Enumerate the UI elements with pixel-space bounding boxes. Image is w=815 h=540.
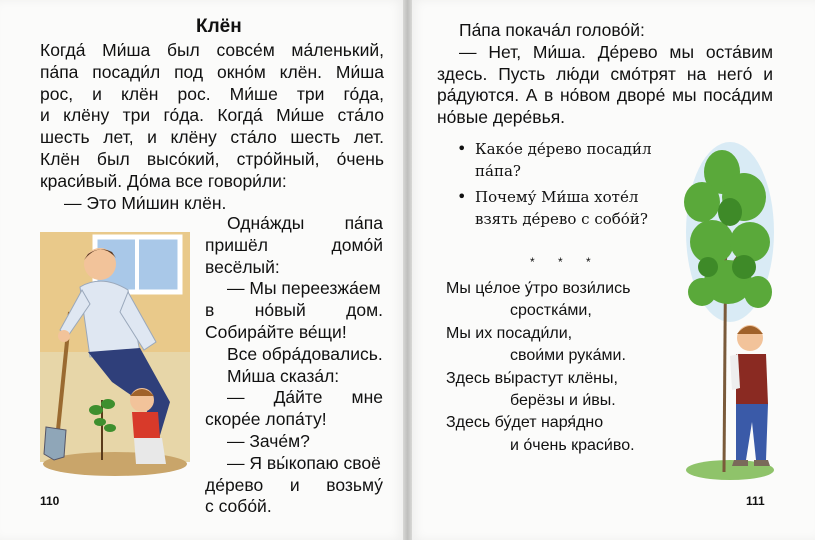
text-line: шесть лет, и клёну ста́ло шесть лет. bbox=[40, 127, 384, 148]
story-paragraph-1 bbox=[40, 40, 384, 214]
illustration-planting bbox=[40, 232, 190, 482]
page-number-right: 111 bbox=[746, 494, 765, 508]
text-line: но́вые дере́вья. bbox=[437, 107, 566, 128]
text-line: ра́дуются. А в но́вом дворе́ мы поса́дим bbox=[437, 85, 773, 106]
text-line: краси́вый. До́ма все говори́ли: bbox=[40, 170, 287, 191]
book-gutter bbox=[403, 0, 412, 540]
text-line: па́па посади́л под окно́м клён. Ми́ша bbox=[40, 61, 384, 82]
poem-line: Здесь бу́дет наря́дно bbox=[446, 414, 604, 432]
poem-line: и о́чень краси́во. bbox=[510, 436, 635, 454]
text-line: — Заче́м? bbox=[227, 430, 310, 451]
text-line: — Это Ми́шин клён. bbox=[64, 192, 227, 213]
text-line: с собо́й. bbox=[205, 496, 272, 517]
page-number-left: 110 bbox=[40, 494, 60, 508]
text-line: де́рево и возьму́ bbox=[205, 474, 383, 495]
poem bbox=[446, 278, 635, 457]
question-item: • Почему́ Ми́ша хоте́л взять де́рево с собо́й? bbox=[457, 186, 657, 230]
poem-line: Здесь вы́растут клёны, bbox=[446, 369, 618, 387]
illustration-boy-with-tree bbox=[682, 142, 777, 482]
text-line: Па́па покача́л голово́й: bbox=[459, 20, 645, 40]
story-title: Клён bbox=[196, 16, 242, 37]
poem-line: Мы их посади́ли, bbox=[446, 324, 573, 342]
text-line: Собира́йте ве́щи! bbox=[205, 321, 347, 342]
question-item: • Како́е де́рево посади́л па́па? bbox=[457, 138, 657, 182]
text-line: Клён был высо́кий, стро́йный, о́чень bbox=[40, 148, 384, 169]
text-line: — Нет, Ми́ша. Де́рево мы оста́вим bbox=[459, 41, 773, 62]
text-line: рос, и клён рос. Ми́ше три го́да, bbox=[40, 83, 384, 104]
poem-line: свои́ми рука́ми. bbox=[510, 347, 626, 365]
text-line: — Да́йте мне bbox=[227, 387, 383, 408]
question-list bbox=[457, 138, 657, 234]
text-line: в но́вый дом. bbox=[205, 300, 383, 321]
text-line: пришёл домо́й bbox=[205, 234, 383, 255]
section-separator: * * * bbox=[530, 255, 601, 269]
poem-line: берёзы и и́вы. bbox=[510, 392, 616, 410]
poem-line: Мы це́лое у́тро вози́лись bbox=[446, 280, 631, 297]
text-line: скоре́е лопа́ту! bbox=[205, 409, 327, 430]
text-line: и клёну три го́да. Когда́ Ми́ше ста́ло bbox=[40, 105, 384, 126]
text-line: Одна́жды па́па bbox=[227, 213, 383, 233]
poem-line: сростка́ми, bbox=[510, 302, 592, 320]
text-line: весёлый: bbox=[205, 256, 280, 277]
text-line: здесь. Пусть лю́ди смо́трят на него́ и bbox=[437, 63, 773, 84]
text-line: Все обра́довались. bbox=[227, 343, 383, 364]
text-line: Когда́ Ми́ша был совсе́м ма́ленький, bbox=[40, 40, 384, 60]
text-line: — Я вы́копаю своё bbox=[227, 452, 381, 473]
story-paragraph-2 bbox=[205, 213, 383, 518]
text-line: — Мы переезжа́ем bbox=[227, 278, 381, 299]
text-line: Ми́ша сказа́л: bbox=[227, 365, 340, 386]
story-paragraph-3 bbox=[437, 20, 773, 129]
